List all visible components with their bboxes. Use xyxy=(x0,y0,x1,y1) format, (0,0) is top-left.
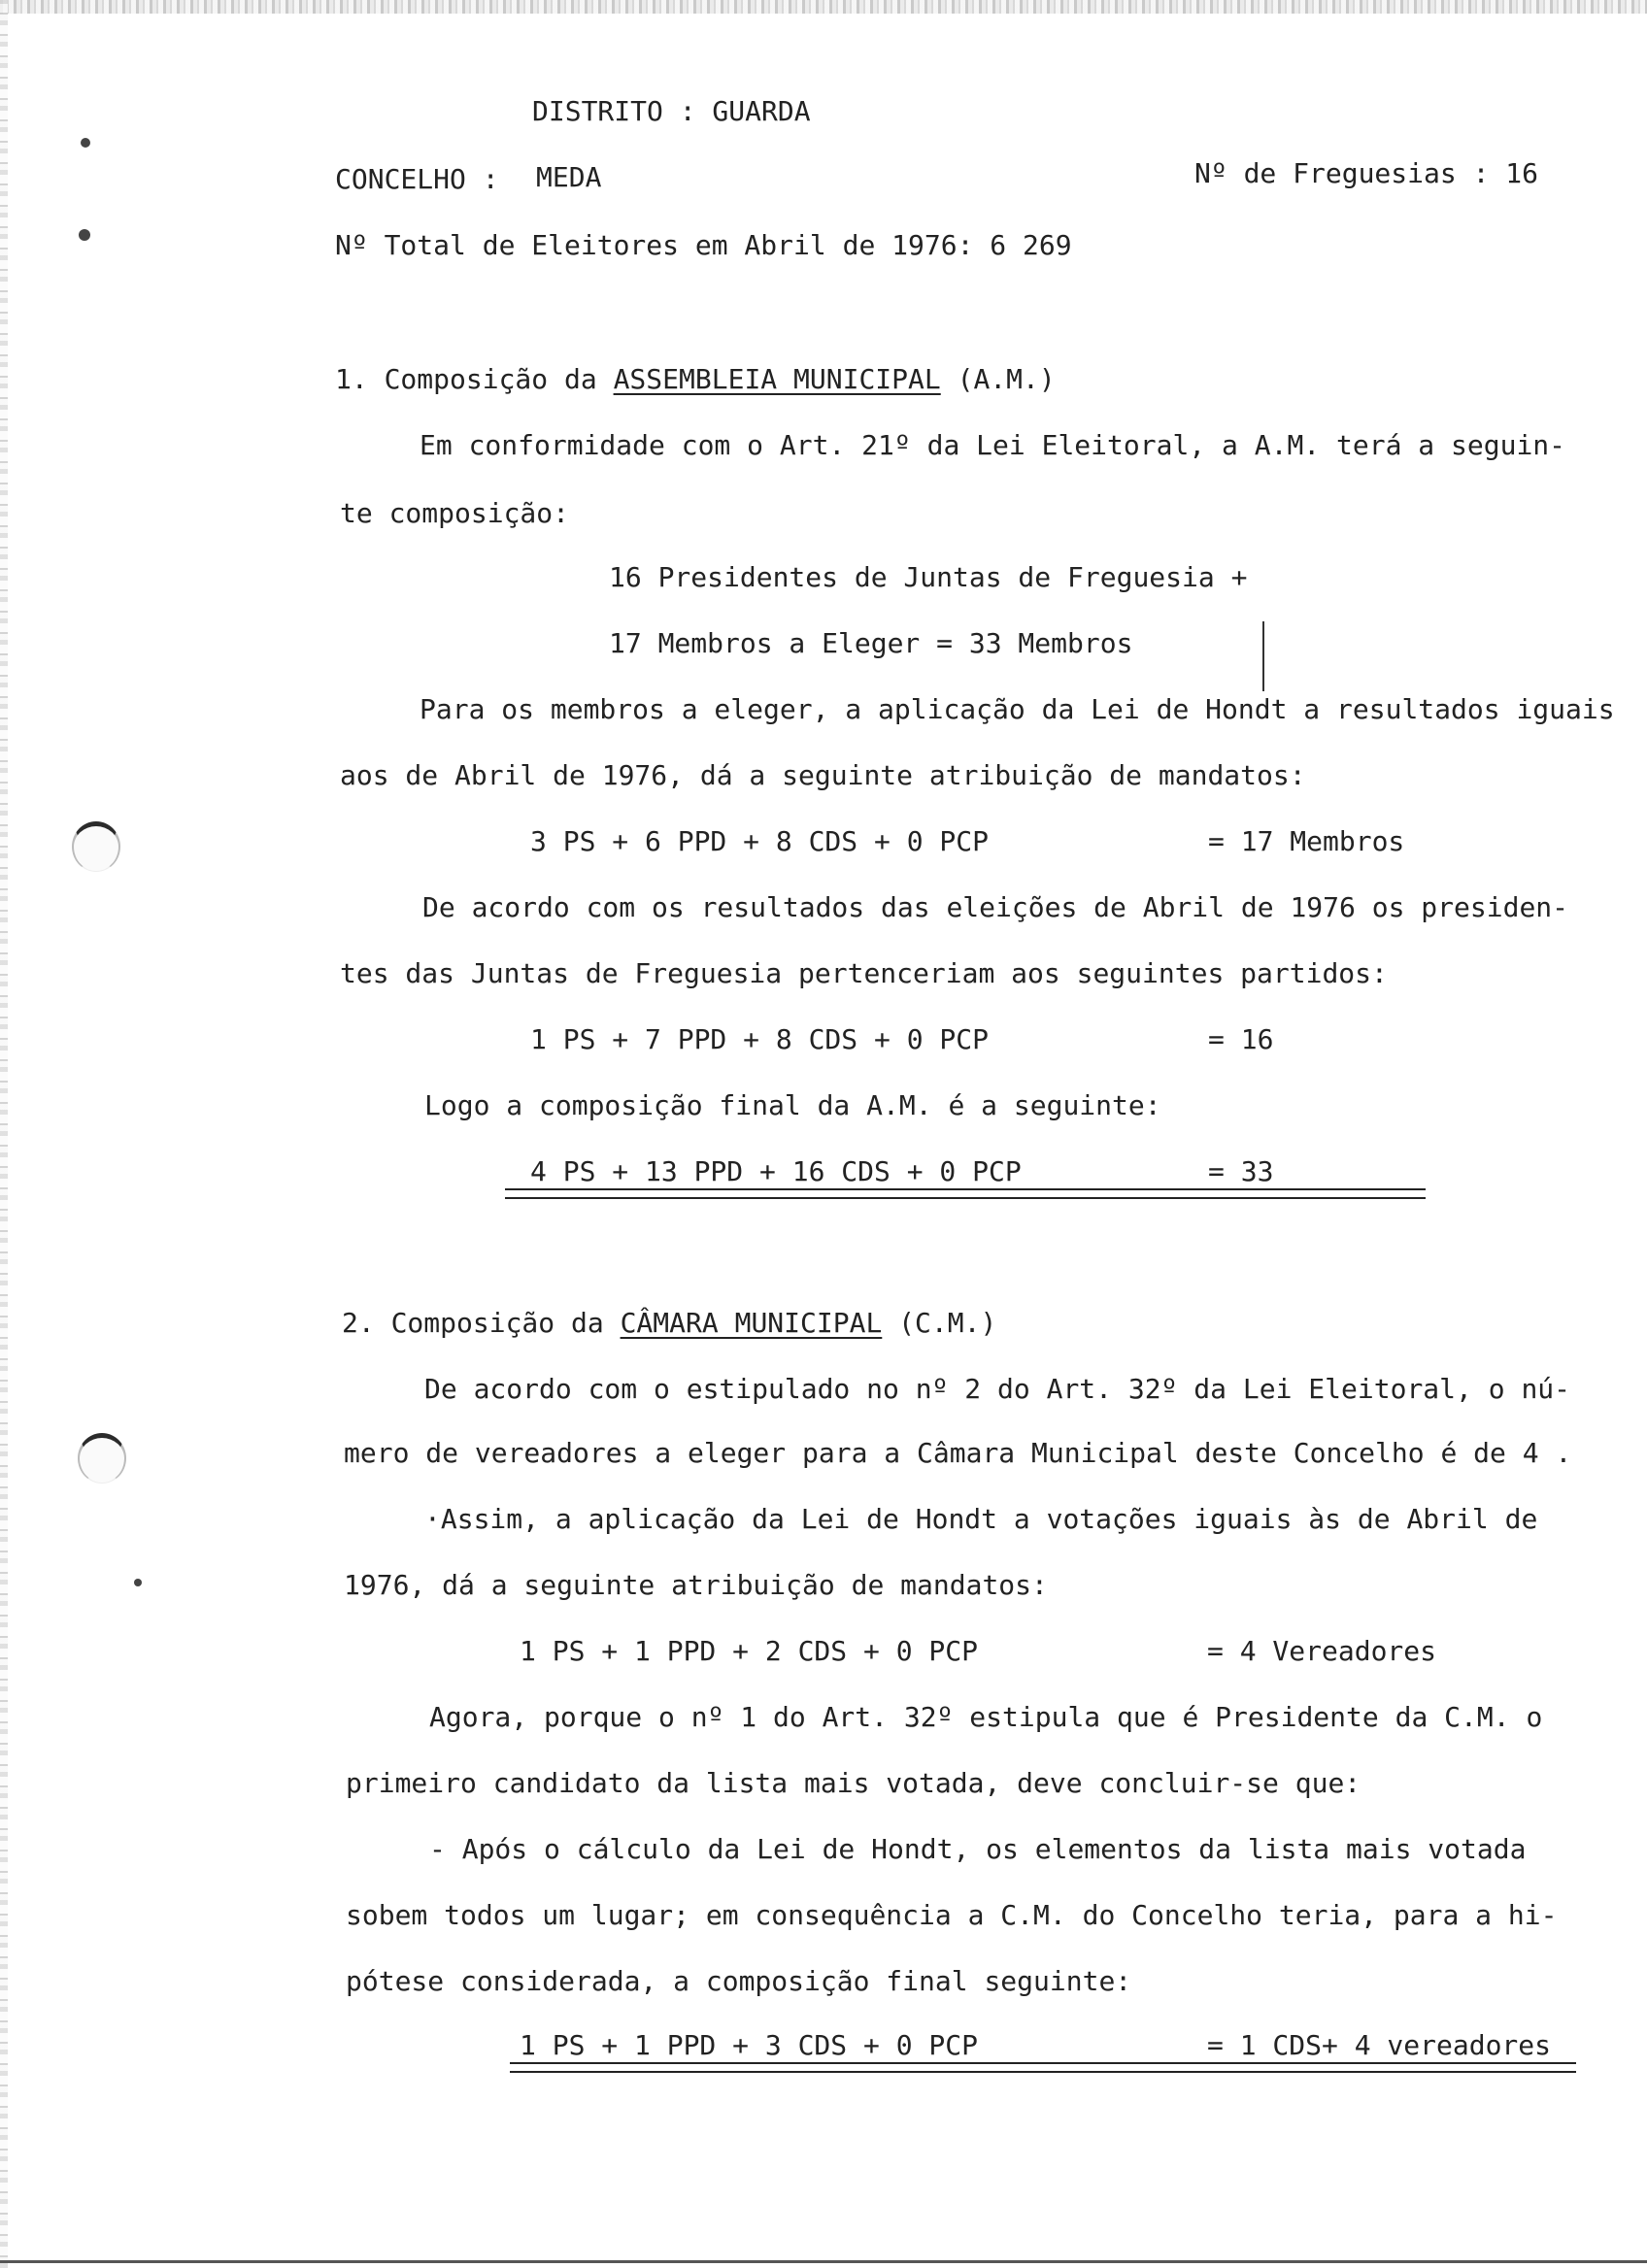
section2-paragraph4-line1: - Após o cálculo da Lei de Hondt, os elementos da lista mais votada xyxy=(429,1833,1527,1865)
section2-paragraph3-line2: primeiro candidato da lista mais votada, deve concluir-se que: xyxy=(346,1767,1361,1799)
punch-mark xyxy=(81,138,90,148)
section1-heading-prefix: 1. Composição da xyxy=(335,363,597,395)
final-am-total: = 33 xyxy=(1208,1155,1274,1187)
vereadores-parties: 1 PS + 1 PPD + 2 CDS + 0 PCP xyxy=(520,1635,979,1667)
binder-hole xyxy=(72,821,120,872)
section1-heading xyxy=(335,363,1056,396)
section1-paragraph3-line2: tes das Juntas de Freguesia pertenceriam aos seguintes partidos: xyxy=(340,957,1388,989)
stray-mark xyxy=(134,1579,142,1586)
section1-paragraph2-line2: aos de Abril de 1976, dá a seguinte atribuição de mandatos: xyxy=(340,759,1306,791)
composition-line1: 16 Presidentes de Juntas de Freguesia + xyxy=(609,561,1248,593)
section1-paragraph3-line1: De acordo com os resultados das eleições de Abril de 1976 os presiden- xyxy=(422,891,1569,923)
vereadores-total: = 4 Vereadores xyxy=(1207,1635,1437,1667)
section2-paragraph4-line3: pótese considerada, a composição final seguinte: xyxy=(346,1965,1132,1997)
punch-mark xyxy=(79,229,90,241)
section2-paragraph1-line2: mero de vereadores a eleger para a Câmara Municipal deste Concelho é de 4 . xyxy=(344,1437,1572,1469)
section1-heading-suffix: (A.M.) xyxy=(957,363,1056,395)
section2-paragraph2-line2: 1976, dá a seguinte atribuição de mandatos: xyxy=(344,1569,1048,1601)
binder-hole xyxy=(78,1433,126,1484)
stray-mark xyxy=(1262,621,1264,691)
final-cm-parties: 1 PS + 1 PPD + 3 CDS + 0 PCP xyxy=(520,2029,979,2061)
total-eleitores: Nº Total de Eleitores em Abril de 1976: 6 269 xyxy=(335,229,1072,261)
scan-artifact-left xyxy=(0,0,8,2268)
final-am-parties: 4 PS + 13 PPD + 16 CDS + 0 PCP xyxy=(530,1155,1022,1187)
section2-heading-underlined: CÂMARA MUNICIPAL xyxy=(620,1307,883,1339)
section2-paragraph3-line1: Agora, porque o nº 1 do Art. 32º estipula que é Presidente da C.M. o xyxy=(429,1701,1543,1733)
final-cm-total: = 1 CDS+ 4 vereadores xyxy=(1207,2029,1552,2061)
scan-artifact-bottom xyxy=(0,2260,1647,2263)
mandates-total: = 17 Membros xyxy=(1208,825,1405,857)
final-am-double-rule xyxy=(505,1188,1426,1199)
juntas-total: = 16 xyxy=(1208,1023,1274,1055)
mandates-parties: 3 PS + 6 PPD + 8 CDS + 0 PCP xyxy=(530,825,990,857)
section1-paragraph1-line1: Em conformidade com o Art. 21º da Lei Eleitoral, a A.M. terá a seguin- xyxy=(420,429,1566,461)
section1-paragraph4: Logo a composição final da A.M. é a seguinte: xyxy=(424,1089,1161,1121)
juntas-parties: 1 PS + 7 PPD + 8 CDS + 0 PCP xyxy=(530,1023,990,1055)
section2-paragraph1-line1: De acordo com o estipulado no nº 2 do Art. 32º da Lei Eleitoral, o nú- xyxy=(424,1373,1571,1405)
concelho-label: CONCELHO : xyxy=(335,163,499,195)
distrito-line: DISTRITO : GUARDA xyxy=(532,95,811,127)
section2-paragraph4-line2: sobem todos um lugar; em consequência a C.M. do Concelho teria, para a hi- xyxy=(346,1899,1558,1931)
scan-artifact-top xyxy=(0,0,1647,14)
section1-paragraph1-line2: te composição: xyxy=(340,497,570,529)
composition-line2: 17 Membros a Eleger = 33 Membros xyxy=(609,627,1133,659)
section2-heading-suffix: (C.M.) xyxy=(898,1307,997,1339)
final-cm-double-rule xyxy=(510,2062,1576,2073)
concelho-value: MEDA xyxy=(536,161,602,193)
section1-paragraph2-line1: Para os membros a eleger, a aplicação da Lei de Hondt a resultados iguais xyxy=(420,693,1615,725)
section2-heading xyxy=(342,1307,996,1340)
freguesias-count: Nº de Freguesias : 16 xyxy=(1194,157,1539,189)
section2-paragraph2-line1: ·Assim, a aplicação da Lei de Hondt a votações iguais às de Abril de xyxy=(424,1503,1538,1535)
section2-heading-prefix: 2. Composição da xyxy=(342,1307,604,1339)
section1-heading-underlined: ASSEMBLEIA MUNICIPAL xyxy=(613,363,941,395)
